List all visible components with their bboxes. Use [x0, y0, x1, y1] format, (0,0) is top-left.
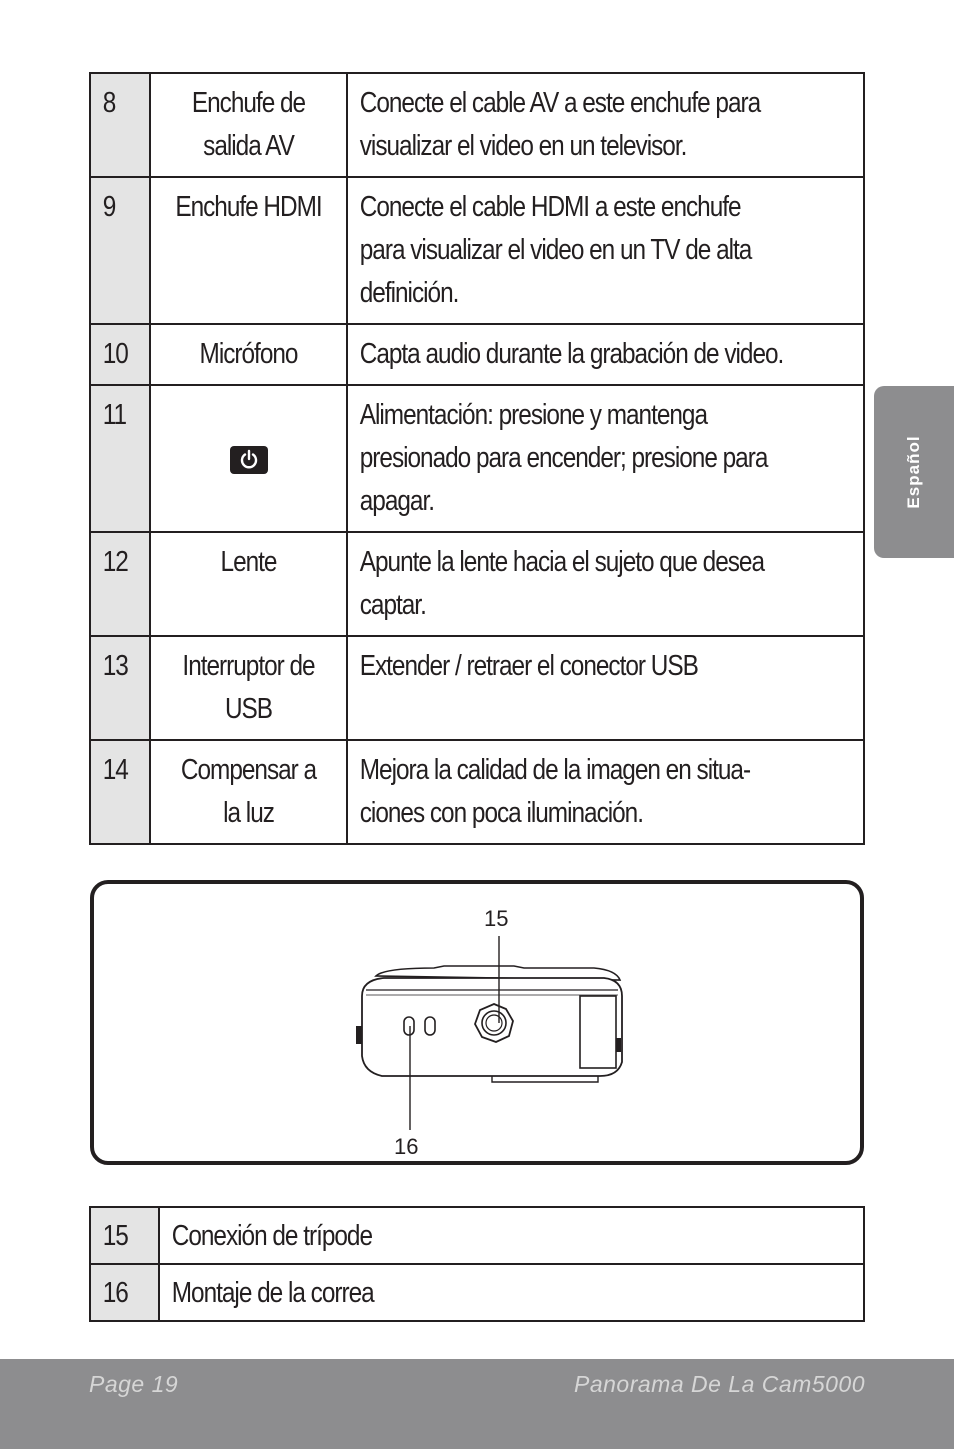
language-tab — [874, 386, 954, 558]
table-row — [90, 324, 864, 385]
part-description: Mejora la calidad de la imagen en situa- ciones con poca iluminación. — [359, 754, 751, 829]
part-description: Conecte el cable AV a este enchufe para visualizar el video en un televisor. — [359, 87, 761, 162]
table-row — [90, 1207, 864, 1264]
part-number: 15 — [102, 1220, 128, 1252]
table-row — [90, 532, 864, 636]
page-number: Page 19 — [89, 1371, 179, 1397]
parts-table — [89, 72, 865, 845]
part-description: Conexión de trípode — [171, 1220, 373, 1252]
part-description: Conecte el cable HDMI a este enchufe para visualizar el video en un TV de alta definición. — [359, 191, 752, 309]
power-icon — [230, 446, 268, 474]
table-row — [90, 177, 864, 324]
part-number: 16 — [102, 1277, 128, 1309]
page-footer — [0, 1359, 954, 1449]
document-title: Panorama De La Cam5000 — [574, 1371, 865, 1397]
part-description: Capta audio durante la grabación de video. — [359, 338, 784, 370]
part-name: Enchufe HDMI — [175, 191, 322, 223]
part-description: Extender / retraer el conector USB — [359, 650, 698, 682]
part-number: 12 — [102, 546, 128, 578]
callout-15: 15 — [484, 906, 509, 931]
callout-16: 16 — [394, 1134, 419, 1159]
part-number: 8 — [102, 87, 116, 119]
table-row — [90, 385, 864, 532]
part-name: Lente — [220, 546, 277, 578]
part-name: Compensar a la luz — [180, 754, 317, 829]
language-tab-label: Español — [904, 435, 923, 509]
part-name: Micrófono — [199, 338, 298, 370]
part-number: 10 — [102, 338, 128, 370]
camera-bottom-drawing — [94, 884, 860, 1161]
part-number: 14 — [102, 754, 128, 786]
accessory-table — [89, 1206, 865, 1322]
part-description: Montaje de la correa — [171, 1277, 374, 1309]
part-description: Apunte la lente hacia el sujeto que desea captar. — [359, 546, 765, 621]
table-row — [90, 73, 864, 177]
part-name: Interruptor de USB — [182, 650, 315, 725]
part-description: Alimentación: presione y mantenga presionado para encender; presione para apagar. — [359, 399, 768, 517]
part-number: 9 — [102, 191, 116, 223]
camera-bottom-figure — [90, 880, 864, 1165]
table-row — [90, 740, 864, 844]
part-number: 11 — [102, 399, 127, 431]
table-row — [90, 1264, 864, 1321]
part-name: Enchufe de salida AV — [191, 87, 306, 162]
table-row — [90, 636, 864, 740]
part-number: 13 — [102, 650, 128, 682]
